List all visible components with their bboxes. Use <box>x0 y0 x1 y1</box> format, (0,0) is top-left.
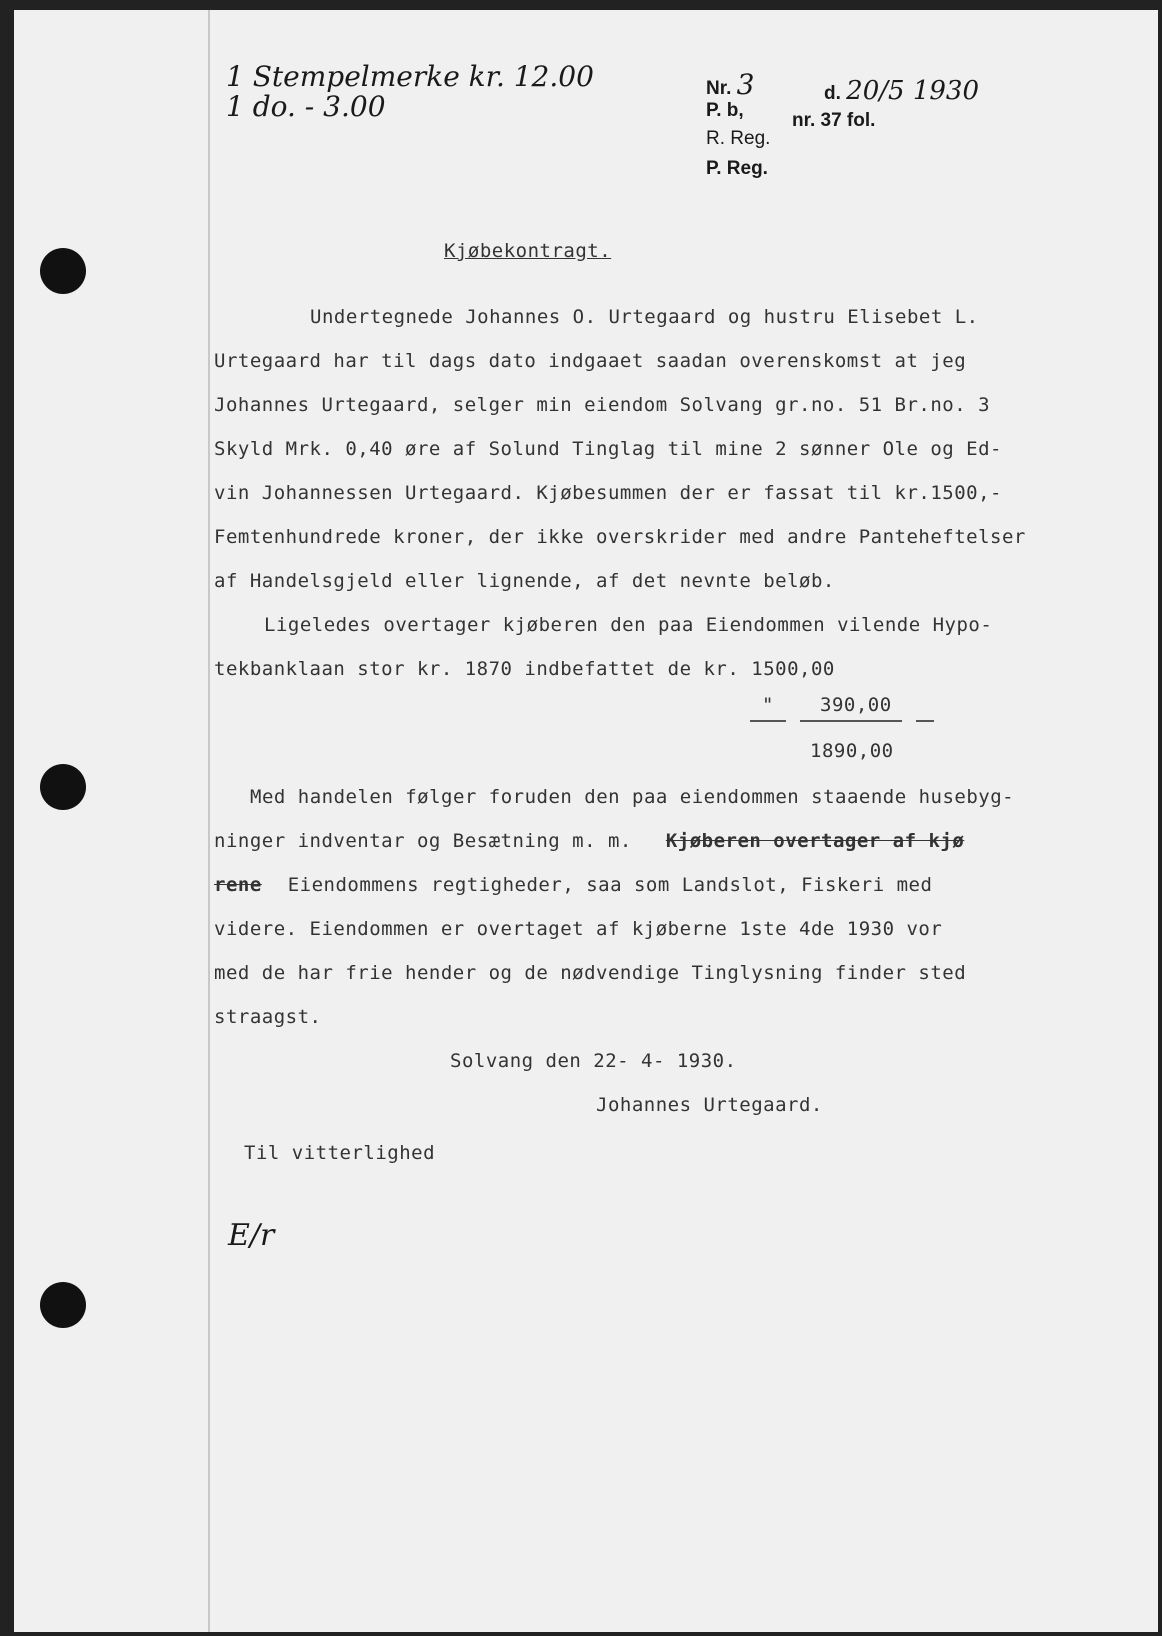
sum-rule-right <box>916 720 934 722</box>
registry-date <box>824 76 979 106</box>
registry-preg <box>706 158 768 180</box>
registry-pb-nr <box>792 110 875 132</box>
sum-rule-main <box>800 720 902 722</box>
sum-ditto-mark: " <box>762 694 774 716</box>
body-line-14: med de har frie hender og de nødvendige Tinglysning finder sted <box>214 962 967 984</box>
place-date: Solvang den 22- 4- 1930. <box>450 1050 737 1072</box>
body-line-10: Med handelen følger foruden den paa eiendommen staaende husebyg- <box>250 786 1015 808</box>
punch-hole-bottom <box>40 1282 86 1328</box>
punch-hole-top <box>40 248 86 294</box>
body-line-12-text: Eiendommens regtigheder, saa som Landslot, Fiskeri med <box>287 874 933 896</box>
sum-amount-2: 390,00 <box>820 694 892 716</box>
body-line-5: vin Johannessen Urtegaard. Kjøbesummen der er fassat til kr.1500,- <box>214 482 1002 504</box>
registry-date-prefix: d. <box>824 83 841 104</box>
punch-hole-middle <box>40 764 86 810</box>
handwritten-initials: E/r <box>228 1218 275 1253</box>
struck-text-2: rene <box>214 874 262 896</box>
body-line-4: Skyld Mrk. 0,40 øre af Solund Tinglag til mine 2 sønner Ole og Ed- <box>214 438 1002 460</box>
body-line-8: Ligeledes overtager kjøberen den paa Eiendommen vilende Hypo- <box>264 614 993 636</box>
body-line-15: straagst. <box>214 1006 322 1028</box>
sum-total: 1890,00 <box>810 740 894 762</box>
registry-nr-value: 3 <box>736 68 755 101</box>
body-line-12 <box>214 874 932 896</box>
body-line-9: tekbanklaan stor kr. 1870 indbefattet de kr. 1500,00 <box>214 658 835 680</box>
registry-preg-label: P. Reg. <box>706 158 768 179</box>
body-line-1: Undertegnede Johannes O. Urtegaard og hustru Elisebet L. <box>310 306 979 328</box>
body-line-13: videre. Eiendommen er overtaget af kjøberne 1ste 4de 1930 vor <box>214 918 943 940</box>
document-title: Kjøbekontragt. <box>444 240 612 262</box>
registry-nr-label: Nr. <box>706 78 732 99</box>
registry-pb <box>706 100 744 122</box>
sum-rule-left <box>750 720 786 722</box>
registry-rreg-label: R. Reg. <box>706 128 771 149</box>
body-line-3: Johannes Urtegaard, selger min eiendom Solvang gr.no. 51 Br.no. 3 <box>214 394 991 416</box>
body-line-6: Femtenhundrede kroner, der ikke overskrider med andre Panteheftelser <box>214 526 1026 548</box>
witness-label: Til vitterlighed <box>244 1142 436 1164</box>
body-line-2: Urtegaard har til dags dato indgaaet saadan overenskomst at jeg <box>214 350 967 372</box>
body-line-7: af Handelsgjeld eller lignende, af det nevnte beløb. <box>214 570 835 592</box>
registry-pb-label: P. b, <box>706 100 744 121</box>
document-page <box>14 10 1158 1632</box>
registry-nr <box>706 68 754 101</box>
registry-date-value: 20/5 1930 <box>846 76 979 106</box>
registry-pb-nr-value: nr. 37 fol. <box>792 110 876 131</box>
struck-text-1: Kjøberen overtager af kjø <box>665 830 965 852</box>
body-line-11-text: ninger indventar og Besætning m. m. <box>214 830 632 852</box>
margin-line <box>208 10 210 1632</box>
signature: Johannes Urtegaard. <box>596 1094 823 1116</box>
registry-rreg <box>706 128 770 150</box>
stamp-note-line2: 1 do. - 3.00 <box>226 90 386 123</box>
body-line-11 <box>214 830 964 852</box>
stamp-note-line1: 1 Stempelmerke kr. 12.00 <box>226 60 594 93</box>
